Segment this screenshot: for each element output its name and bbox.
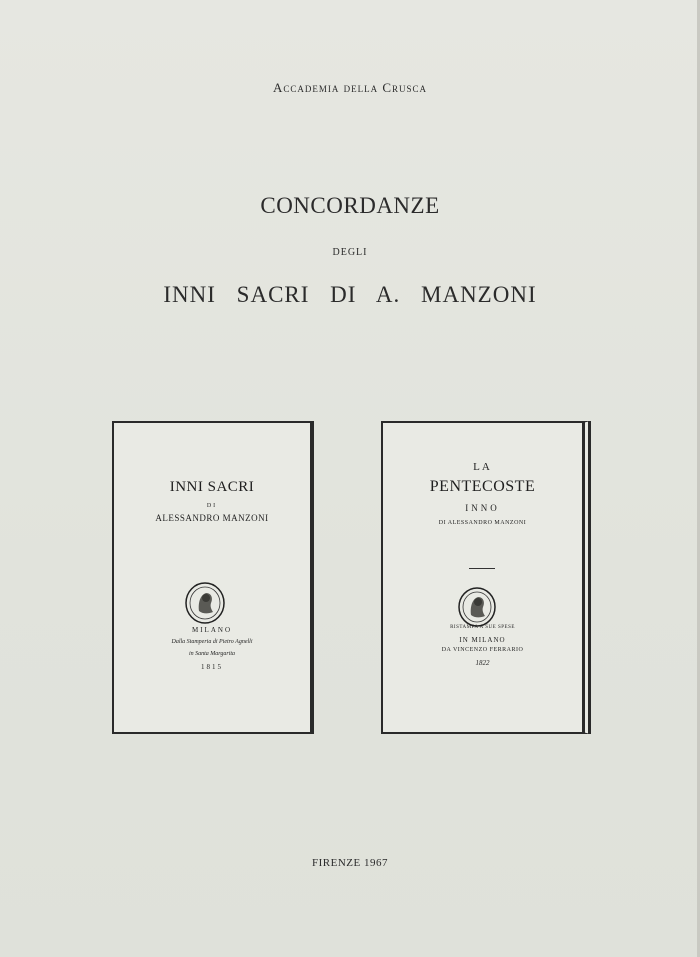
pentecoste-title: PENTECOSTE: [429, 478, 536, 495]
pentecoste-subtitle: INNO: [465, 503, 500, 513]
pentecoste-printer: DA VINCENZO FERRARIO: [441, 647, 524, 653]
divider-rule: [469, 568, 495, 569]
publisher-heading: Accademia della Crusca: [272, 80, 428, 95]
pentecoste-reprint: RISTAMPA A SUE SPESE: [450, 625, 515, 630]
title-page-pentecoste: [381, 421, 591, 734]
inni-sacri-location: in Santa Margarita: [188, 651, 236, 657]
inni-sacri-year: 1815: [201, 663, 223, 671]
title-line-3: INNI SACRI DI A. MANZONI: [163, 282, 537, 307]
title-page-inni-sacri: [112, 421, 314, 734]
pentecoste-la: LA: [473, 461, 492, 473]
inni-sacri-di: DI: [206, 503, 218, 509]
inni-sacri-title: INNI SACRI: [169, 479, 255, 495]
medallion-portrait-icon: [184, 581, 226, 625]
pentecoste-city: IN MILANO: [459, 636, 506, 644]
inni-sacri-printer: Dalla Stamperia di Pietro Agnelli: [171, 639, 253, 645]
pentecoste-year: 1822: [475, 659, 490, 667]
medallion-portrait-icon: [457, 586, 497, 628]
title-line-1: CONCORDANZE: [260, 193, 440, 218]
inni-sacri-author: ALESSANDRO MANZONI: [155, 513, 269, 523]
imprint-footer: FIRENZE 1967: [312, 857, 388, 869]
title-line-2: DEGLI: [332, 247, 368, 258]
inni-sacri-city: MILANO: [192, 626, 232, 634]
pentecoste-author: DI ALESSANDRO MANZONI: [438, 520, 527, 526]
